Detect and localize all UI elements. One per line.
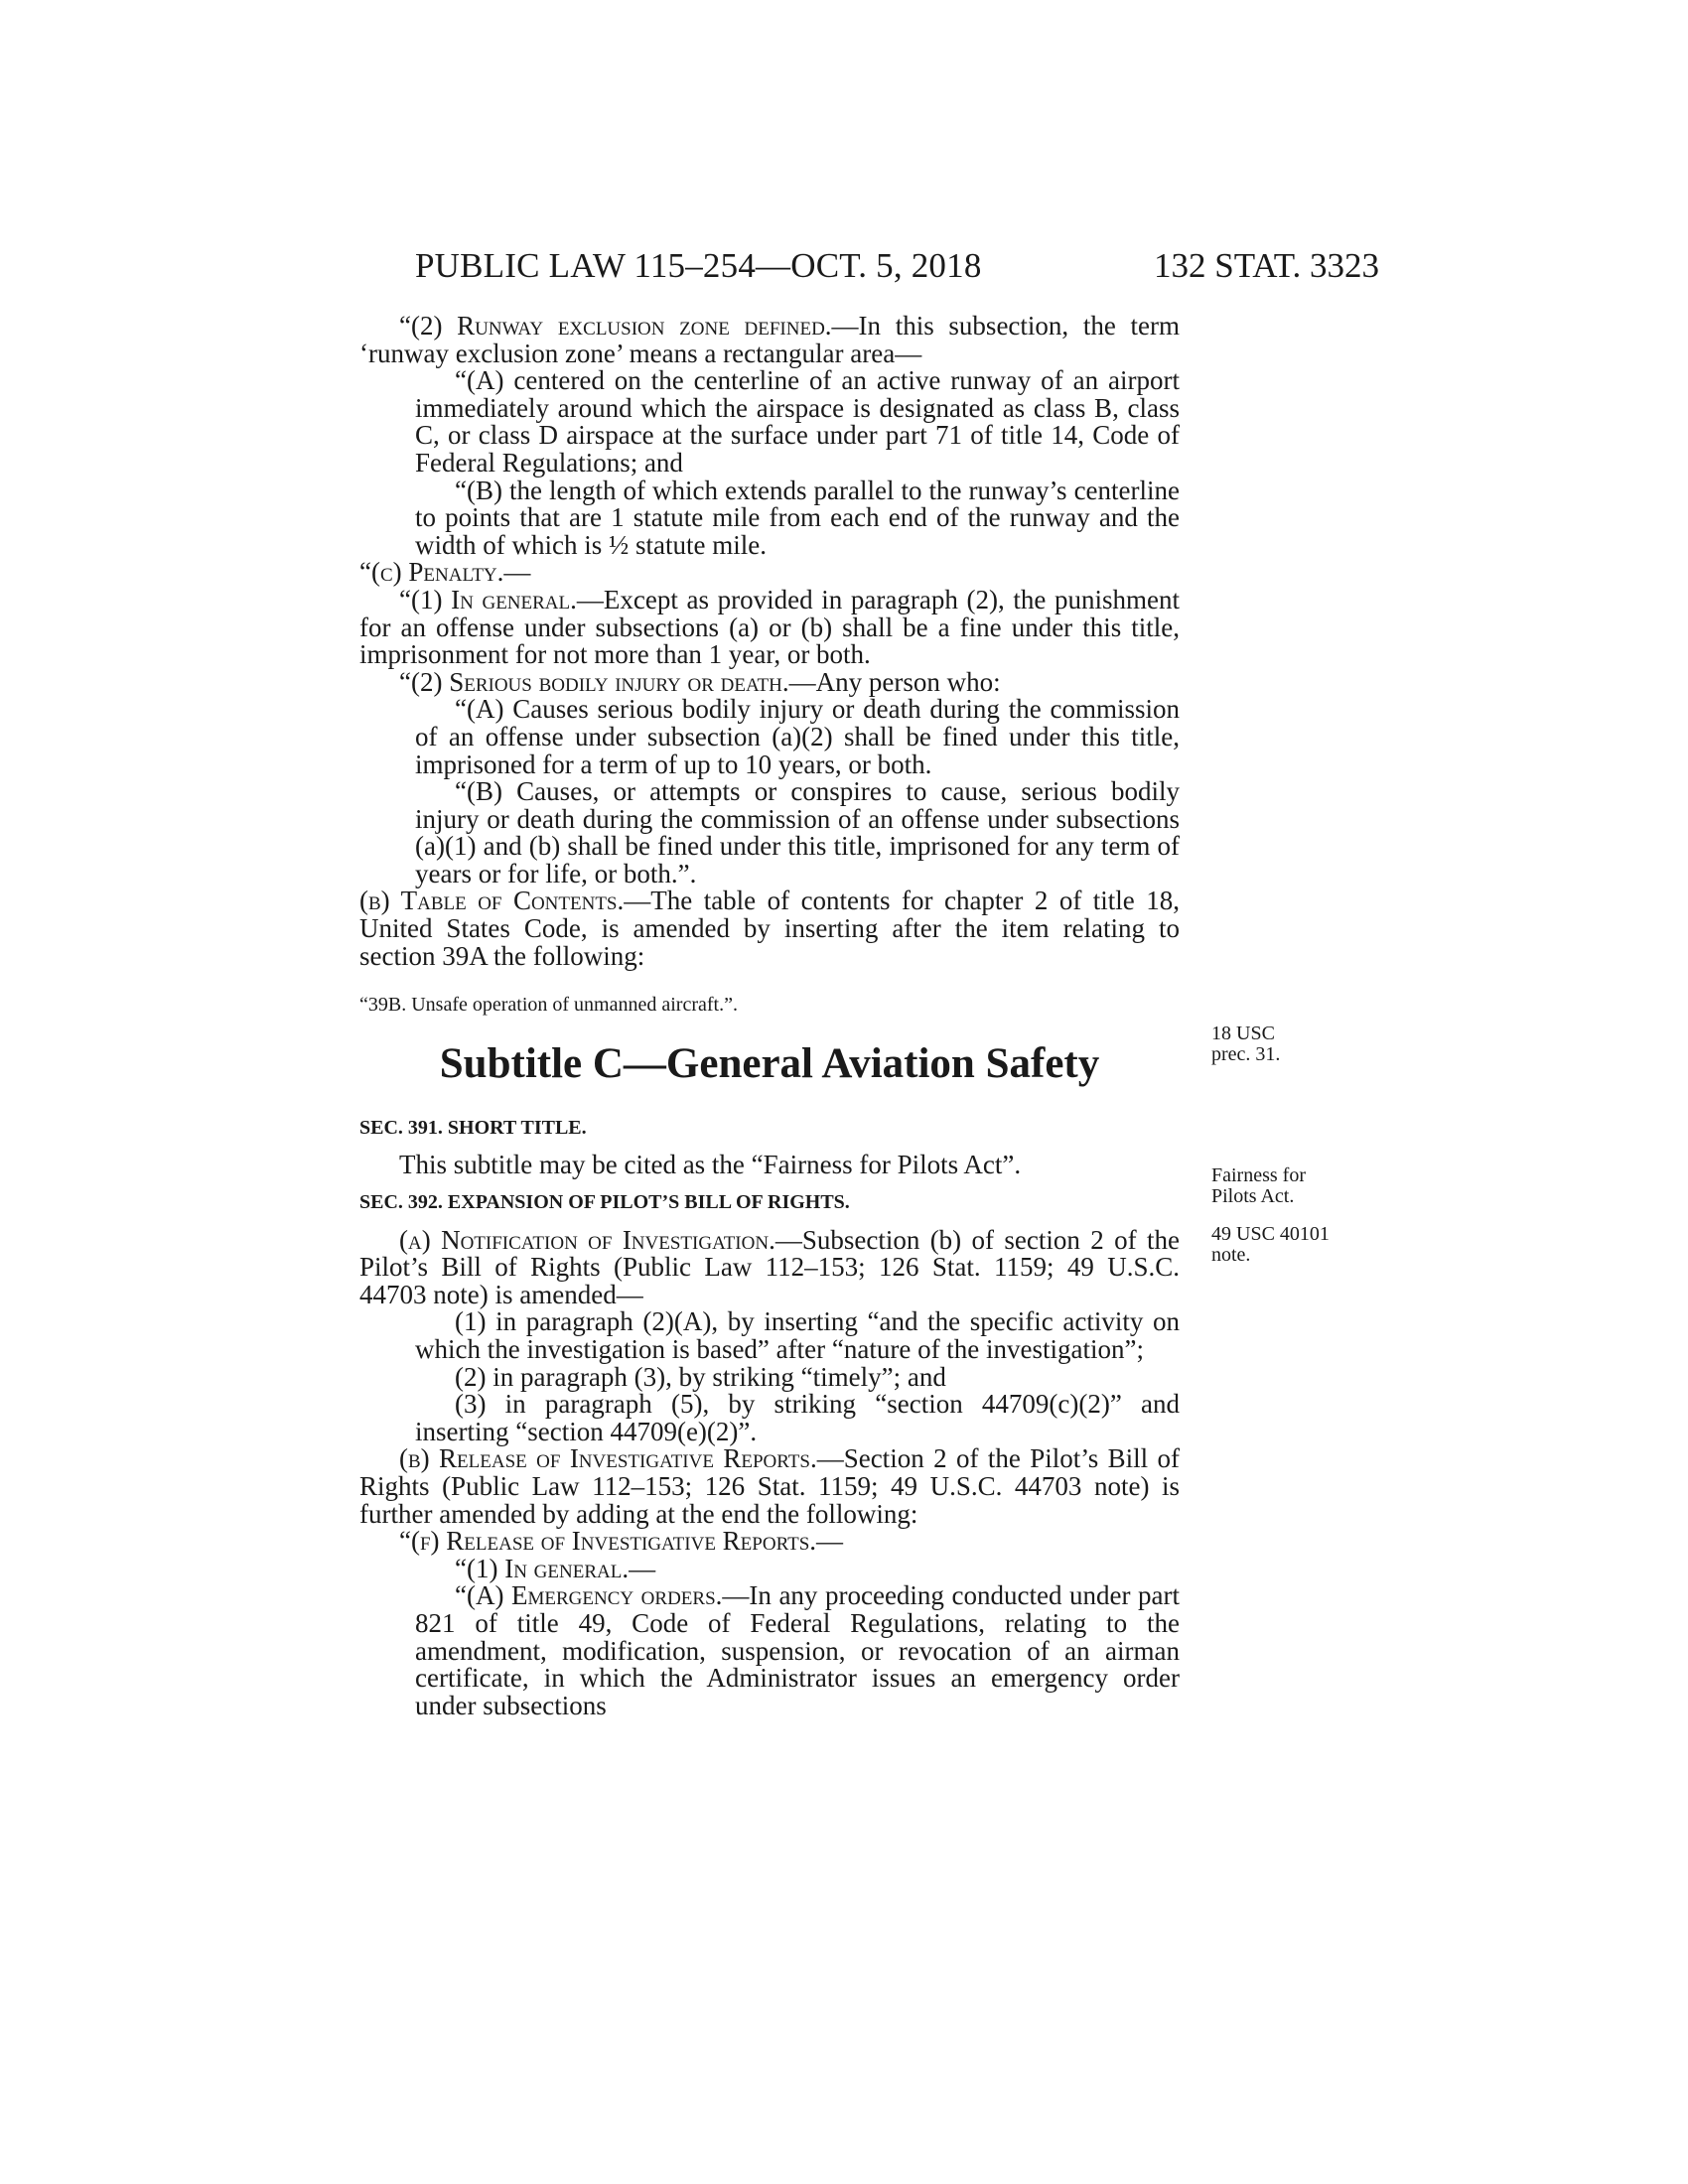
subtitle-heading: Subtitle C—General Aviation Safety (439, 1039, 1100, 1087)
margin-note-fairness-for-pilots: Fairness for Pilots Act. (1211, 1164, 1306, 1207)
paragraph-penalty-2a: “(A) Causes serious bodily injury or death during the commission of an offense under subsection (a)(2) shall be fined under this title, imprisoned for a term of up to 10 years, or both. (415, 694, 1180, 779)
paragraph-emergency-orders: “(A) Emergency orders.—In any proceeding conducted under part 821 of title 49, Code of Federal Regulations, relating to the amendment, modification, suspension, or revocation of an airman certificate, in which the Administrator issues an emergency order under subsections (415, 1580, 1180, 1720)
paragraph-notification-2: (2) in paragraph (3), by striking “timely”; and (455, 1361, 946, 1392)
paragraph-notification-3: (3) in paragraph (5), by striking “section 44709(c)(2)” and inserting “section 44709(e)(2)”. (415, 1389, 1180, 1446)
paragraph-runway-zone-a: “(A) centered on the centerline of an active runway of an airport immediately around which the airspace is designated as class B, class C, or class D airspace at the surface under part 71 of title 14, Code of Federal Regulations; and (415, 365, 1180, 478)
paragraph-release-reports-f: “(f) Release of Investigative Reports.— (399, 1526, 844, 1557)
page-body (359, 313, 1180, 1719)
paragraph-notification-1: (1) in paragraph (2)(A), by inserting “and the specific activity on which the investigation is based” after “nature of the investigation”; (415, 1306, 1180, 1364)
toc-item: “39B. Unsafe operation of unmanned aircraft.”. (359, 994, 738, 1017)
section-392-heading: SEC. 392. EXPANSION OF PILOT’S BILL OF RIGHTS. (359, 1191, 850, 1214)
paragraph-notification: (a) Notification of Investigation.—Subsection (b) of section 2 of the Pilot’s Bill of Rights (Public Law 112–153; 126 Stat. 1159; 49 U.S.C. 44703 note) is amended— (359, 1224, 1180, 1309)
paragraph-penalty-1: “(1) In general.—Except as provided in paragraph (2), the punishment for an offense under subsections (a) or (b) shall be a fine under this title, imprisonment for not more than 1 year, or both. (359, 584, 1180, 670)
paragraph-release-reports: (b) Release of Investigative Reports.—Section 2 of the Pilot’s Bill of Rights (Public Law 112–153; 126 Stat. 1159; 49 U.S.C. 44703 note) is further amended by adding at the end the following: (359, 1443, 1180, 1529)
paragraph-penalty-head: “(c) Penalty.— (359, 557, 531, 588)
paragraph-penalty-2b: “(B) Causes, or attempts or conspires to cause, serious bodily injury or death during the commission of an offense under subsections (a)(1) and (b) shall be fined under this title, imprisoned for any term of years or for life, or both.”. (415, 776, 1180, 888)
margin-note-49-usc: 49 USC 40101 note. (1211, 1223, 1330, 1266)
page-number-header: 132 STAT. 3323 (1154, 246, 1379, 285)
paragraph-table-of-contents: (b) Table of Contents.—The table of contents for chapter 2 of title 18, United States Code, is amended by inserting after the item relating to section 39A the following: (359, 886, 1180, 971)
paragraph-runway-zone: “(2) Runway exclusion zone defined.—In this subsection, the term ‘runway exclusion zone’ means a rectangular area— (359, 311, 1181, 368)
margin-note-18-usc: 18 USC prec. 31. (1211, 1023, 1281, 1065)
paragraph-release-reports-f1: “(1) In general.— (455, 1553, 656, 1583)
section-391-heading: SEC. 391. SHORT TITLE. (359, 1116, 587, 1139)
running-header-title: PUBLIC LAW 115–254—OCT. 5, 2018 (415, 246, 982, 285)
paragraph-runway-zone-b: “(B) the length of which extends parallel to the runway’s centerline to points that are 1 statute mile from each end of the runway and the width of which is ½ statute mile. (415, 475, 1180, 560)
paragraph-penalty-2: “(2) Serious bodily injury or death.—Any person who: (399, 666, 1001, 697)
section-391-text: This subtitle may be cited as the “Fairness for Pilots Act”. (399, 1150, 1022, 1180)
